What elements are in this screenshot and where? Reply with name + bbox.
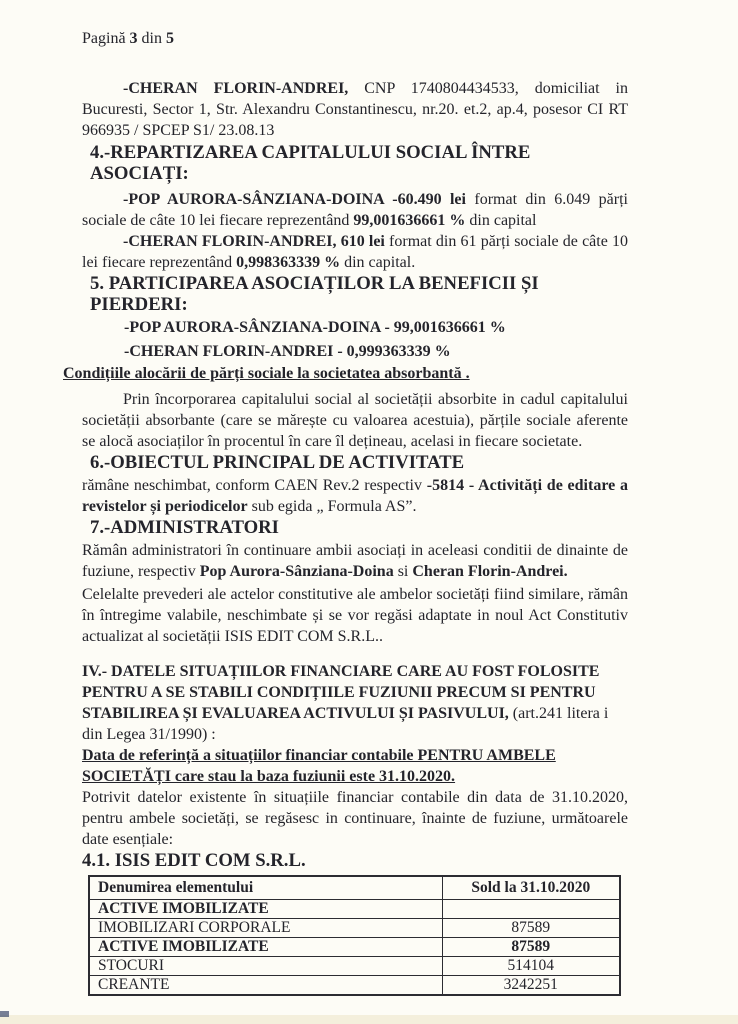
section-5-heading: 5. PARTICIPAREA ASOCIAȚILOR LA BENEFICII ȘI PIERDERI: bbox=[90, 273, 539, 315]
row-value-cell: 514104 bbox=[442, 957, 620, 976]
section-iv-bold-text: IV.- DATELE SITUAȚIILOR FINANCIARE CARE AU FOST FOLOSITE PENTRU A SE STABILI CONDIȚIILE FUZIUNII PRECUM SI PENTRU STABILIREA ȘI EVALUAREA ACTIVULUI ȘI PASIVULUI, bbox=[82, 663, 600, 722]
administrators-paragraph bbox=[82, 540, 628, 582]
cheran-percentage: 0,998363339 % bbox=[236, 254, 341, 271]
row-value-cell bbox=[442, 900, 620, 919]
row-value-cell: 87589 bbox=[442, 938, 620, 957]
row-label-cell: IMOBILIZARI CORPORALE bbox=[89, 919, 442, 938]
table-header-value: Sold la 31.10.2020 bbox=[442, 876, 620, 900]
cheran-name: -CHERAN FLORIN-ANDREI, 610 lei bbox=[123, 233, 385, 250]
row-label-cell: ACTIVE IMOBILIZATE bbox=[89, 900, 442, 919]
scan-edge-strip bbox=[0, 1015, 738, 1024]
caen-code: -5814 - Activități de editare a revistelor și periodicelor bbox=[82, 477, 629, 515]
administrator-2: Cheran Florin-Andrei. bbox=[412, 563, 568, 580]
section-4-heading: 4.-REPARTIZAREA CAPITALULUI SOCIAL ÎNTRE ASOCIAȚI: bbox=[90, 142, 531, 184]
conditions-paragraph: Prin încorporarea capitalului social al societății absorbite in cadul capitalului societății absorbante (care se mărește cu valoarea acestuia), părțile sociale aferente se alocă asociaților în procentul în care îl dețineau, acelasi in fiecare societate. bbox=[82, 391, 628, 450]
section-iv-heading bbox=[82, 661, 622, 745]
cheran-capital-paragraph bbox=[82, 231, 628, 273]
page-number-label: Pagină bbox=[82, 30, 126, 47]
pop-capital-end: din capital bbox=[465, 212, 537, 229]
intro-paragraph bbox=[82, 78, 628, 141]
cheran-capital-end: din capital. bbox=[340, 254, 416, 271]
cheran-capital-text: format din 61 părți sociale de câte 10 lei fiecare reprezentând bbox=[82, 233, 629, 271]
table-header-row bbox=[89, 876, 620, 900]
row-label-cell: CREANTE bbox=[89, 976, 442, 996]
financial-note-paragraph: Potrivit datelor existente în situațiile financiar contabile din data de 31.10.2020, pentru ambele societăți, se regăsesc in continuare, înainte de fuziune, următoarele date esențiale: bbox=[82, 789, 628, 848]
profit-share-cheran: -CHERAN FLORIN-ANDREI - 0,999363339 % bbox=[124, 343, 451, 360]
table-row bbox=[89, 900, 620, 919]
administrators-mid-text: si bbox=[393, 563, 413, 580]
section-6-heading: 6.-OBIECTUL PRINCIPAL DE ACTIVITATE bbox=[90, 452, 465, 473]
table-row bbox=[89, 957, 620, 976]
financial-table bbox=[88, 875, 621, 996]
table-header-label: Denumirea elementului bbox=[89, 876, 442, 900]
page-number-din: din bbox=[141, 30, 162, 47]
page-number bbox=[82, 28, 628, 49]
pop-capital-text: format din 6.049 părți sociale de câte 10 lei fiecare reprezentând bbox=[82, 191, 628, 229]
page-number-current: 3 bbox=[129, 30, 138, 47]
pop-capital-paragraph bbox=[82, 189, 628, 231]
reference-date-heading: Data de referință a situațiilor financiar contabile PENTRU AMBELE SOCIETĂȚI care stau la baza fuziunii este 31.10.2020. bbox=[82, 747, 556, 785]
associate-name: -CHERAN FLORIN-ANDREI, bbox=[123, 80, 349, 97]
pop-percentage: 99,001636661 % bbox=[353, 212, 466, 229]
table-row bbox=[89, 976, 620, 996]
page-number-total: 5 bbox=[166, 30, 174, 47]
activity-post-text: sub egida „ Formula AS”. bbox=[247, 498, 417, 515]
section-7-heading: 7.-ADMINISTRATORI bbox=[90, 517, 279, 538]
activity-pre-text: rămâne neschimbat, conform CAEN Rev.2 respectiv bbox=[82, 477, 427, 494]
activity-paragraph bbox=[82, 475, 628, 517]
other-provisions-paragraph: Celelalte prevederi ale actelor constitutive ale ambelor societăți fiind similare, rămân în întregime valabile, neschimbate și se vor regăsi adaptate in noul Act Constitutiv actualizat al societății ISIS EDIT COM S.R.L.. bbox=[82, 586, 628, 645]
company-heading: 4.1. ISIS EDIT COM S.R.L. bbox=[82, 850, 306, 871]
conditions-heading: Condițiile alocării de părți sociale la societatea absorbantă . bbox=[63, 365, 470, 382]
row-label-cell: ACTIVE IMOBILIZATE bbox=[89, 938, 442, 957]
table-row bbox=[89, 938, 620, 957]
scan-corner-mark bbox=[0, 1011, 9, 1017]
profit-share-pop: -POP AURORA-SÂNZIANA-DOINA - 99,001636661 % bbox=[124, 319, 506, 336]
section-iv-normal-text: (art.241 litera i din Legea 31/1990) : bbox=[82, 705, 609, 743]
administrators-pre-text: Rămân administratori în continuare ambii asociați in aceleasi conditii de dinainte de fuziune, respectiv bbox=[82, 542, 628, 580]
row-value-cell: 87589 bbox=[442, 919, 620, 938]
administrator-1: Pop Aurora-Sânziana-Doina bbox=[199, 563, 394, 580]
associate-details: CNP 1740804434533, domiciliat in Bucuresti, Sector 1, Str. Alexandru Constantinescu, nr.20. et.2, ap.4, posesor CI RT 966935 / SPCEP S1/ 23.08.13 bbox=[82, 80, 628, 139]
pop-name: -POP AURORA-SÂNZIANA-DOINA -60.490 lei bbox=[123, 191, 466, 208]
row-value-cell: 3242251 bbox=[442, 976, 620, 996]
table-row bbox=[89, 919, 620, 938]
row-label-cell: STOCURI bbox=[89, 957, 442, 976]
